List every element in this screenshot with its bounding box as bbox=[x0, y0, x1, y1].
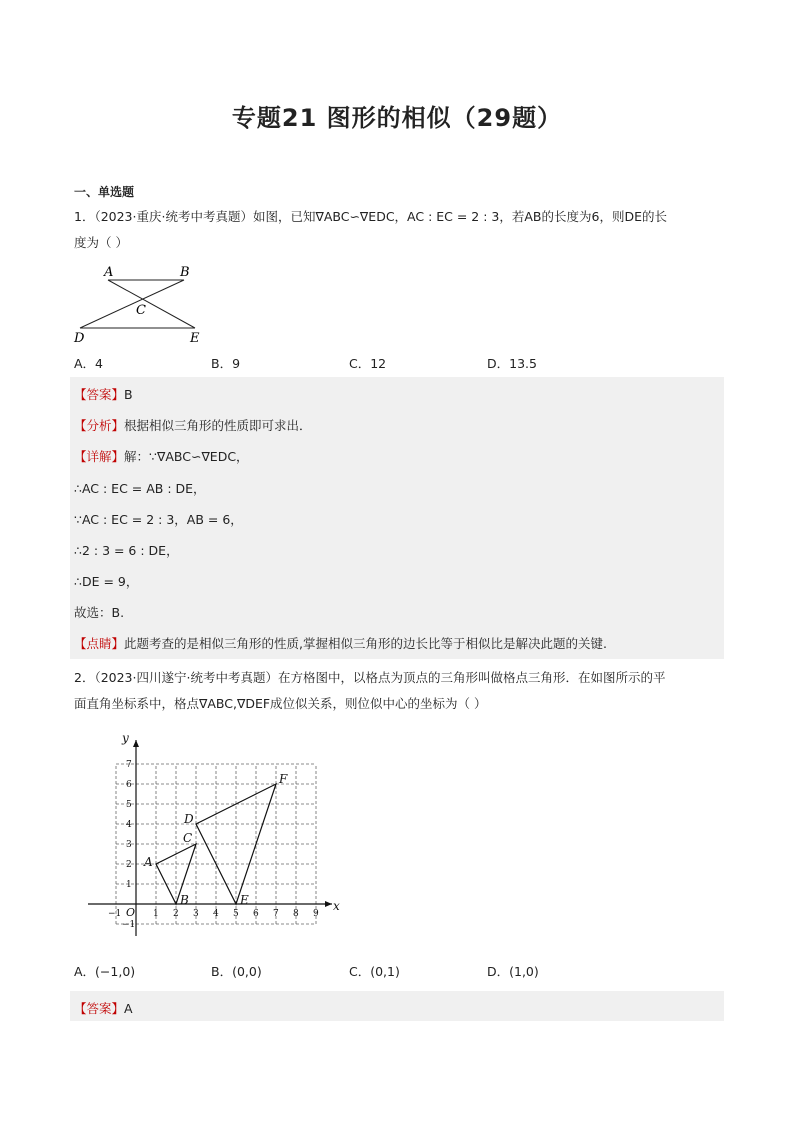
x-tick-label: 4 bbox=[213, 909, 219, 919]
x-tick-label: 5 bbox=[233, 909, 239, 919]
point-label-b: B bbox=[180, 893, 189, 907]
y-tick-label: 4 bbox=[126, 820, 132, 830]
q1-label-b: B bbox=[180, 265, 190, 280]
q1-comment bbox=[74, 634, 607, 652]
q1-option-b[interactable]: B．9 bbox=[211, 356, 241, 371]
y-axis-label: y bbox=[122, 731, 129, 745]
q1-detail-line-3: ∵AC : EC = 2 : 3，AB = 6， bbox=[74, 512, 243, 527]
point-label-c: C bbox=[183, 831, 193, 845]
q2-answer bbox=[74, 999, 133, 1017]
q1-figure bbox=[72, 262, 212, 346]
x-tick-label: 8 bbox=[293, 909, 299, 919]
q1-detail-tag: 【详解】 bbox=[74, 449, 125, 464]
q1-answer-value: B bbox=[124, 387, 133, 402]
y-tick-label: 6 bbox=[126, 780, 132, 790]
x-tick-label: 9 bbox=[313, 909, 319, 919]
q1-label-e: E bbox=[190, 331, 200, 346]
y-tick-label: 7 bbox=[126, 760, 132, 770]
x-tick-label: 6 bbox=[253, 909, 259, 919]
q1-text-line1: 1．（2023·重庆·统考中考真题）如图，已知∇ABC∽∇EDC，AC : EC = 2 : 3，若AB的长度为6，则DE的长 bbox=[74, 209, 667, 224]
q1-analysis bbox=[74, 416, 312, 434]
y-tick-label: −1 bbox=[122, 920, 136, 930]
q2-text-line2: 面直角坐标系中，格点∇ABC,∇DEF成位似关系，则位似中心的坐标为（ ） bbox=[74, 696, 487, 711]
q1-detail-line-4: ∴2 : 3 = 6 : DE， bbox=[74, 543, 179, 558]
q2-solution-panel bbox=[70, 991, 724, 1021]
x-axis-arrow bbox=[325, 901, 332, 907]
q2-coordinate-figure bbox=[70, 730, 340, 944]
q2-option-a[interactable]: A．(−1,0) bbox=[74, 964, 136, 979]
q1-answer-tag: 【答案】 bbox=[74, 387, 125, 402]
q2-answer-value: A bbox=[124, 1001, 133, 1016]
point-label-e: E bbox=[240, 893, 249, 907]
q1-detail-line-1: 解：∵∇ABC∽∇EDC， bbox=[124, 449, 249, 464]
x-tick-label: −1 bbox=[108, 909, 122, 919]
q1-comment-tag: 【点睛】 bbox=[74, 636, 125, 651]
point-label-d: D bbox=[184, 812, 194, 826]
origin-label: O bbox=[126, 906, 136, 919]
q1-analysis-tag: 【分析】 bbox=[74, 418, 125, 433]
q1-detail-1 bbox=[74, 447, 249, 465]
point-label-f: F bbox=[279, 772, 288, 786]
q1-detail-line-5: ∴DE = 9， bbox=[74, 574, 139, 589]
x-tick-label: 7 bbox=[273, 909, 279, 919]
q1-option-c[interactable]: C．12 bbox=[349, 356, 387, 371]
x-axis-label: x bbox=[333, 899, 340, 913]
q1-text-line2: 度为（ ） bbox=[74, 235, 128, 250]
q1-label-a: A bbox=[104, 265, 114, 280]
q1-option-d[interactable]: D．13.5 bbox=[487, 356, 537, 371]
q1-text bbox=[74, 204, 724, 256]
q2-text bbox=[74, 665, 724, 717]
page-title: 专题21 图形的相似（29题） bbox=[231, 104, 563, 132]
q1-label-c: C bbox=[136, 303, 146, 318]
q1-analysis-text: 根据相似三角形的性质即可求出． bbox=[124, 418, 312, 433]
q2-answer-tag: 【答案】 bbox=[74, 1001, 125, 1016]
y-axis-arrow bbox=[133, 740, 139, 747]
y-tick-label: 1 bbox=[126, 880, 132, 890]
q1-answer bbox=[74, 385, 133, 403]
q1-detail-line-2: ∴AC : EC = AB : DE， bbox=[74, 481, 206, 496]
y-tick-label: 2 bbox=[126, 860, 132, 870]
q1-label-d: D bbox=[74, 331, 85, 346]
q1-detail-line-6: 故选：B. bbox=[74, 605, 125, 620]
q2-text-line1: 2．（2023·四川遂宁·统考中考真题）在方格图中，以格点为顶点的三角形叫做格点三角形．在如图所示的平 bbox=[74, 670, 666, 685]
y-tick-label: 3 bbox=[126, 840, 132, 850]
x-tick-label: 2 bbox=[173, 909, 179, 919]
q1-option-a[interactable]: A．4 bbox=[74, 356, 104, 371]
y-tick-label: 5 bbox=[126, 800, 132, 810]
q2-option-d[interactable]: D．(1,0) bbox=[487, 964, 539, 979]
point-label-a: A bbox=[144, 855, 153, 869]
section-heading: 一、单选题 bbox=[74, 185, 135, 199]
q1-comment-text: 此题考查的是相似三角形的性质,掌握相似三角形的边长比等于相似比是解决此题的关键. bbox=[124, 636, 607, 651]
x-tick-label: 3 bbox=[193, 909, 199, 919]
q2-option-b[interactable]: B．(0,0) bbox=[211, 964, 262, 979]
q2-option-c[interactable]: C．(0,1) bbox=[349, 964, 400, 979]
x-tick-label: 1 bbox=[153, 909, 159, 919]
